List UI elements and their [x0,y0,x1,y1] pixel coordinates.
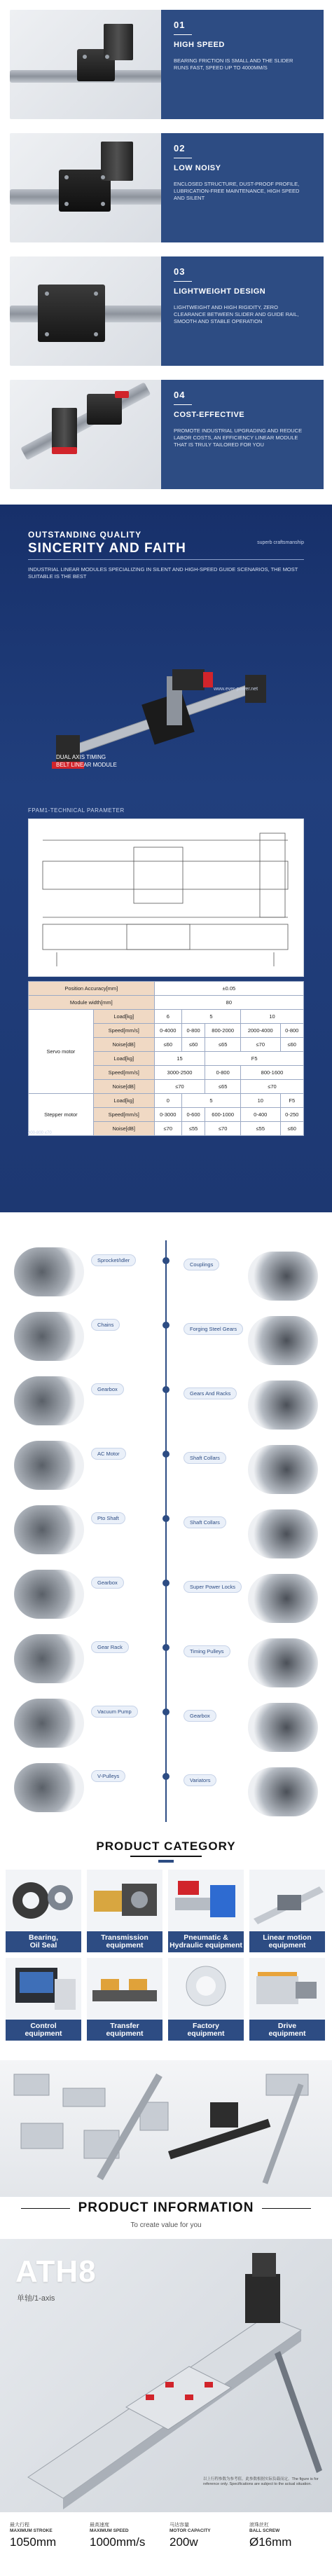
table-cell: 0-3000 [154,1108,181,1122]
quality-heading: OUTSTANDING QUALITY [28,530,142,540]
feature-high-speed [0,6,332,123]
spec-ball-screw [249,2521,332,2549]
collage-right-image [248,1252,318,1301]
feature-image [10,380,165,489]
axis-type: 单轴/1-axis [17,2294,55,2303]
table-cell: 0-400 [241,1108,281,1122]
table-cell: 0-800 [205,1066,241,1080]
craftsmanship-note: superb craftsmanship [257,540,304,545]
spec-label-cn: 滚珠丝杠 [249,2523,269,2528]
table-cell: ≤55 [241,1122,281,1136]
load-label: Load[kg] [93,1052,154,1066]
table-cell: F5 [280,1094,303,1108]
feature-image [10,10,165,119]
spec-value: 200w [170,2535,198,2549]
feature-title: COST-EFFECTIVE [174,411,245,419]
feature-number: 03 [174,266,186,277]
collage-left-image [14,1247,84,1296]
collage-left-label: Sprocket/Idler [91,1254,136,1266]
feature-card [161,133,324,242]
spec-value: Ø16mm [249,2535,292,2549]
table-cell: ≤60 [280,1122,303,1136]
table-cell: 0-800 [181,1024,205,1038]
speed-label: Speed[mm/s] [93,1024,154,1038]
table-cell: ≤70 [44,1131,52,1135]
spec-motor-capacity [170,2521,252,2549]
spec-label-en: MAXIMUM STROKE [10,2528,53,2533]
feature-description: BEARING FRICTION IS SMALL AND THE SLIDER RUNS FAST, SPEED UP TO 4000MM/S [174,57,293,71]
timeline-dot [162,1386,170,1393]
category-label: equipment [268,1941,306,1950]
collage-left-image [14,1312,84,1361]
table-cell: ≤60 [280,1038,303,1052]
collage-left-image [14,1376,84,1425]
table-cell: ≤70 [154,1080,205,1094]
speed-label: Speed[mm/s] [93,1108,154,1122]
spec-label-en: MAXIMUM SPEED [90,2528,129,2533]
category-drive[interactable] [249,1958,325,2041]
table-cell: 5 [181,1010,240,1024]
category-linear-motion[interactable] [249,1870,325,1952]
table-cell: 0-4000 [154,1024,181,1038]
collage-right-image [248,1767,318,1816]
category-transfer[interactable] [87,1958,162,2041]
feature-card [161,380,324,489]
table-cell: ≤70 [241,1080,304,1094]
category-label: Bearing, [28,1933,58,1942]
timeline-dot [162,1257,170,1264]
collage-right-image [248,1509,318,1558]
table-cell: 0 [154,1094,181,1108]
spec-max-stroke [10,2521,92,2549]
spec-summary [0,2516,332,2576]
category-label: equipment [106,1941,144,1950]
speed-label: Speed[mm/s] [93,1066,154,1080]
technical-drawing [28,818,304,977]
category-label: Drive [277,2022,297,2030]
table-cell: 5 [181,1094,240,1108]
category-pneumatic[interactable] [168,1870,244,1952]
collage-right-image [248,1316,318,1365]
caption-line-1: DUAL AXIS TIMING [56,754,106,760]
feature-image [10,256,165,366]
spec-label-en: MOTOR CAPACITY [170,2528,211,2533]
website-url: www.ever-power.net [214,687,258,692]
collage-left-label: AC Motor [91,1448,126,1460]
feature-low-noisy [0,129,332,247]
model-name: ATH8 [15,2254,97,2289]
technical-parameter-heading: FPAM1-TECHNICAL PARAMETER [28,807,125,814]
category-label: Transmission [101,1933,148,1942]
table-cell: 10 [241,1010,304,1024]
timeline-dot [162,1708,170,1715]
table-cell: ≤65 [205,1038,241,1052]
table-cell: ≤70 [241,1038,281,1052]
spec-label-cn: 最高速度 [90,2523,109,2528]
features-section [0,0,332,505]
category-label: equipment [25,2029,62,2038]
position-accuracy-label: Position Accuracy[mm] [29,982,155,996]
sincerity-title: SINCERITY AND FAITH [28,541,186,556]
servo-motor-label: Servo motor [29,1010,94,1094]
table-cell: 2000-4000 [241,1024,281,1038]
collage-right-image [248,1381,318,1430]
table-cell: 800-1600 [241,1066,304,1080]
product-information-subtitle: To create value for you [130,2221,202,2229]
collage-right-label: Timing Pulleys [184,1645,230,1657]
spec-label-cn: 最大行程 [10,2523,29,2528]
category-control[interactable] [6,1958,81,2041]
category-label: Linear motion [263,1933,312,1942]
table-cell: 0-250 [280,1108,303,1122]
sincerity-section [0,505,332,1212]
table-cell: 0-800 [280,1024,303,1038]
category-label: Transfer [110,2022,139,2030]
collage-left-image [14,1634,84,1683]
table-cell: ≤60 [181,1038,205,1052]
timeline-dot [162,1322,170,1329]
category-factory[interactable] [168,1958,244,2041]
table-cell: 0-600 [181,1108,205,1122]
spec-value: 1050mm [10,2535,57,2549]
product-notes: 以上行程参数为参考值。此参数根据实际负载而定。The figure is for reference only. Specifications are subject to the actual situation. [203,2477,319,2486]
table-cell: 3000-2500 [154,1066,205,1080]
collage-right-label: Gearbox [184,1710,216,1722]
timeline-dot [162,1515,170,1522]
collage-left-image [14,1570,84,1619]
table-cell: 10 [241,1094,281,1108]
spec-label-cn: 马达容量 [170,2523,189,2528]
feature-number: 02 [174,143,186,153]
product-category-title: PRODUCT CATEGORY [96,1839,236,1853]
timeline-dot [162,1580,170,1587]
collage-left-label: Chains [91,1319,120,1331]
collage-right-image [248,1703,318,1752]
collage-left-image [14,1505,84,1554]
position-accuracy-value: ±0.05 [154,982,303,996]
spec-max-speed [90,2521,172,2549]
category-label: equipment [106,2029,144,2038]
module-width-label: Module width[mm] [29,996,155,1010]
feature-title: HIGH SPEED [174,41,225,49]
category-transmission[interactable] [87,1870,162,1952]
collage-right-label: Gears And Racks [184,1388,237,1399]
noise-label: Noise[dB] [93,1122,154,1136]
timeline-dot [162,1773,170,1780]
feature-description: PROMOTE INDUSTRIAL UPGRADING AND REDUCE LABOR COSTS, AN EFFICIENCY LINEAR MODULE THAT IS TRULY TAILORED FOR YOU [174,427,303,448]
collage-right-image [248,1574,318,1623]
collage-left-image [14,1763,84,1812]
table-cell: 6 [154,1010,181,1024]
collage-left-label: Vacuum Pump [91,1706,138,1718]
table-cell: ≤60 [154,1038,181,1052]
table-cell: ≤70 [205,1122,241,1136]
collage-left-label: V-Pulleys [91,1770,125,1782]
module-caption [56,753,117,769]
category-label: Hydraulic equipment [170,1941,242,1950]
collage-left-image [14,1699,84,1748]
table-cell: ≤55 [181,1122,205,1136]
feature-description: LIGHTWEIGHT AND HIGH RIGIDITY, ZERO CLEARANCE BETWEEN SLIDER AND GUIDE RAIL, SMOOTH AND STABLE OPERATION [174,304,299,324]
feature-image [10,133,165,242]
category-label: Control [30,2022,57,2030]
table-cell: 15 [154,1052,205,1066]
category-label: Oil Seal [29,1941,57,1950]
feature-number: 01 [174,20,186,30]
collage-left-label: Pto Shaft [91,1512,125,1524]
category-label: Factory [193,2022,219,2030]
caption-line-2: BELT LINEAR MODULE [56,762,117,768]
noise-label: Noise[dB] [93,1038,154,1052]
linear-bearings-photo [0,2060,332,2197]
collage-left-label: Gearbox [91,1577,124,1589]
table-cell: ≤65 [205,1080,241,1094]
feature-number: 04 [174,390,186,400]
collage-right-label: Shaft Collars [184,1516,226,1528]
collage-right-label: Couplings [184,1259,219,1270]
category-label: Pneumatic & [184,1933,228,1942]
feature-cost-effective [0,376,332,493]
table-cell: 600-1000 [205,1108,241,1122]
feature-description: ENCLOSED STRUCTURE, DUST-PROOF PROFILE, LUBRICATION-FREE MAINTENANCE, HIGH SPEED AND SILENT [174,181,300,201]
sincerity-description: INDUSTRIAL LINEAR MODULES SPECIALIZING IN SILENT AND HIGH-SPEED GUIDE SCENARIOS, THE MOST SUITABLE IS THE BEST [28,566,298,580]
spec-label-en: BALL SCREW [249,2528,280,2533]
ath8-product-image [0,2239,332,2512]
timeline-dot [162,1451,170,1458]
category-label: equipment [187,2029,225,2038]
category-bearing[interactable] [6,1870,81,1952]
table-cell: F5 [205,1052,304,1066]
feature-title: LOW NOISY [174,164,221,172]
stepper-extra-values [28,1131,304,1135]
timeline-dot [162,1644,170,1651]
collage-right-image [248,1445,318,1494]
load-label: Load[kg] [93,1094,154,1108]
collage-right-label: Super Power Locks [184,1581,242,1593]
table-cell: 400-800 [28,1131,44,1135]
technical-parameter-table [28,981,304,1136]
category-grid [6,1870,326,2045]
product-information-title: PRODUCT INFORMATION [78,2200,254,2215]
load-label: Load[kg] [93,1010,154,1024]
stepper-motor-label: Stepper motor [29,1094,94,1136]
noise-label: Noise[dB] [93,1080,154,1094]
collage-right-label: Forging Steel Gears [184,1323,243,1335]
table-cell: 800-2000 [205,1024,241,1038]
spec-value: 1000mm/s [90,2535,146,2549]
table-cell: ≤70 [154,1122,181,1136]
feature-lightweight-design [0,252,332,370]
module-width-value: 80 [154,996,303,1010]
feature-card [161,256,324,366]
collage-left-label: Gear Rack [91,1641,129,1653]
collage-right-image [248,1638,318,1687]
category-label: equipment [268,2029,306,2038]
collage-right-label: Variators [184,1774,216,1786]
feature-title: LIGHTWEIGHT DESIGN [174,287,266,296]
feature-card [161,10,324,119]
collage-left-image [14,1441,84,1490]
collage-right-label: Shaft Collars [184,1452,226,1464]
collage-left-label: Gearbox [91,1383,124,1395]
